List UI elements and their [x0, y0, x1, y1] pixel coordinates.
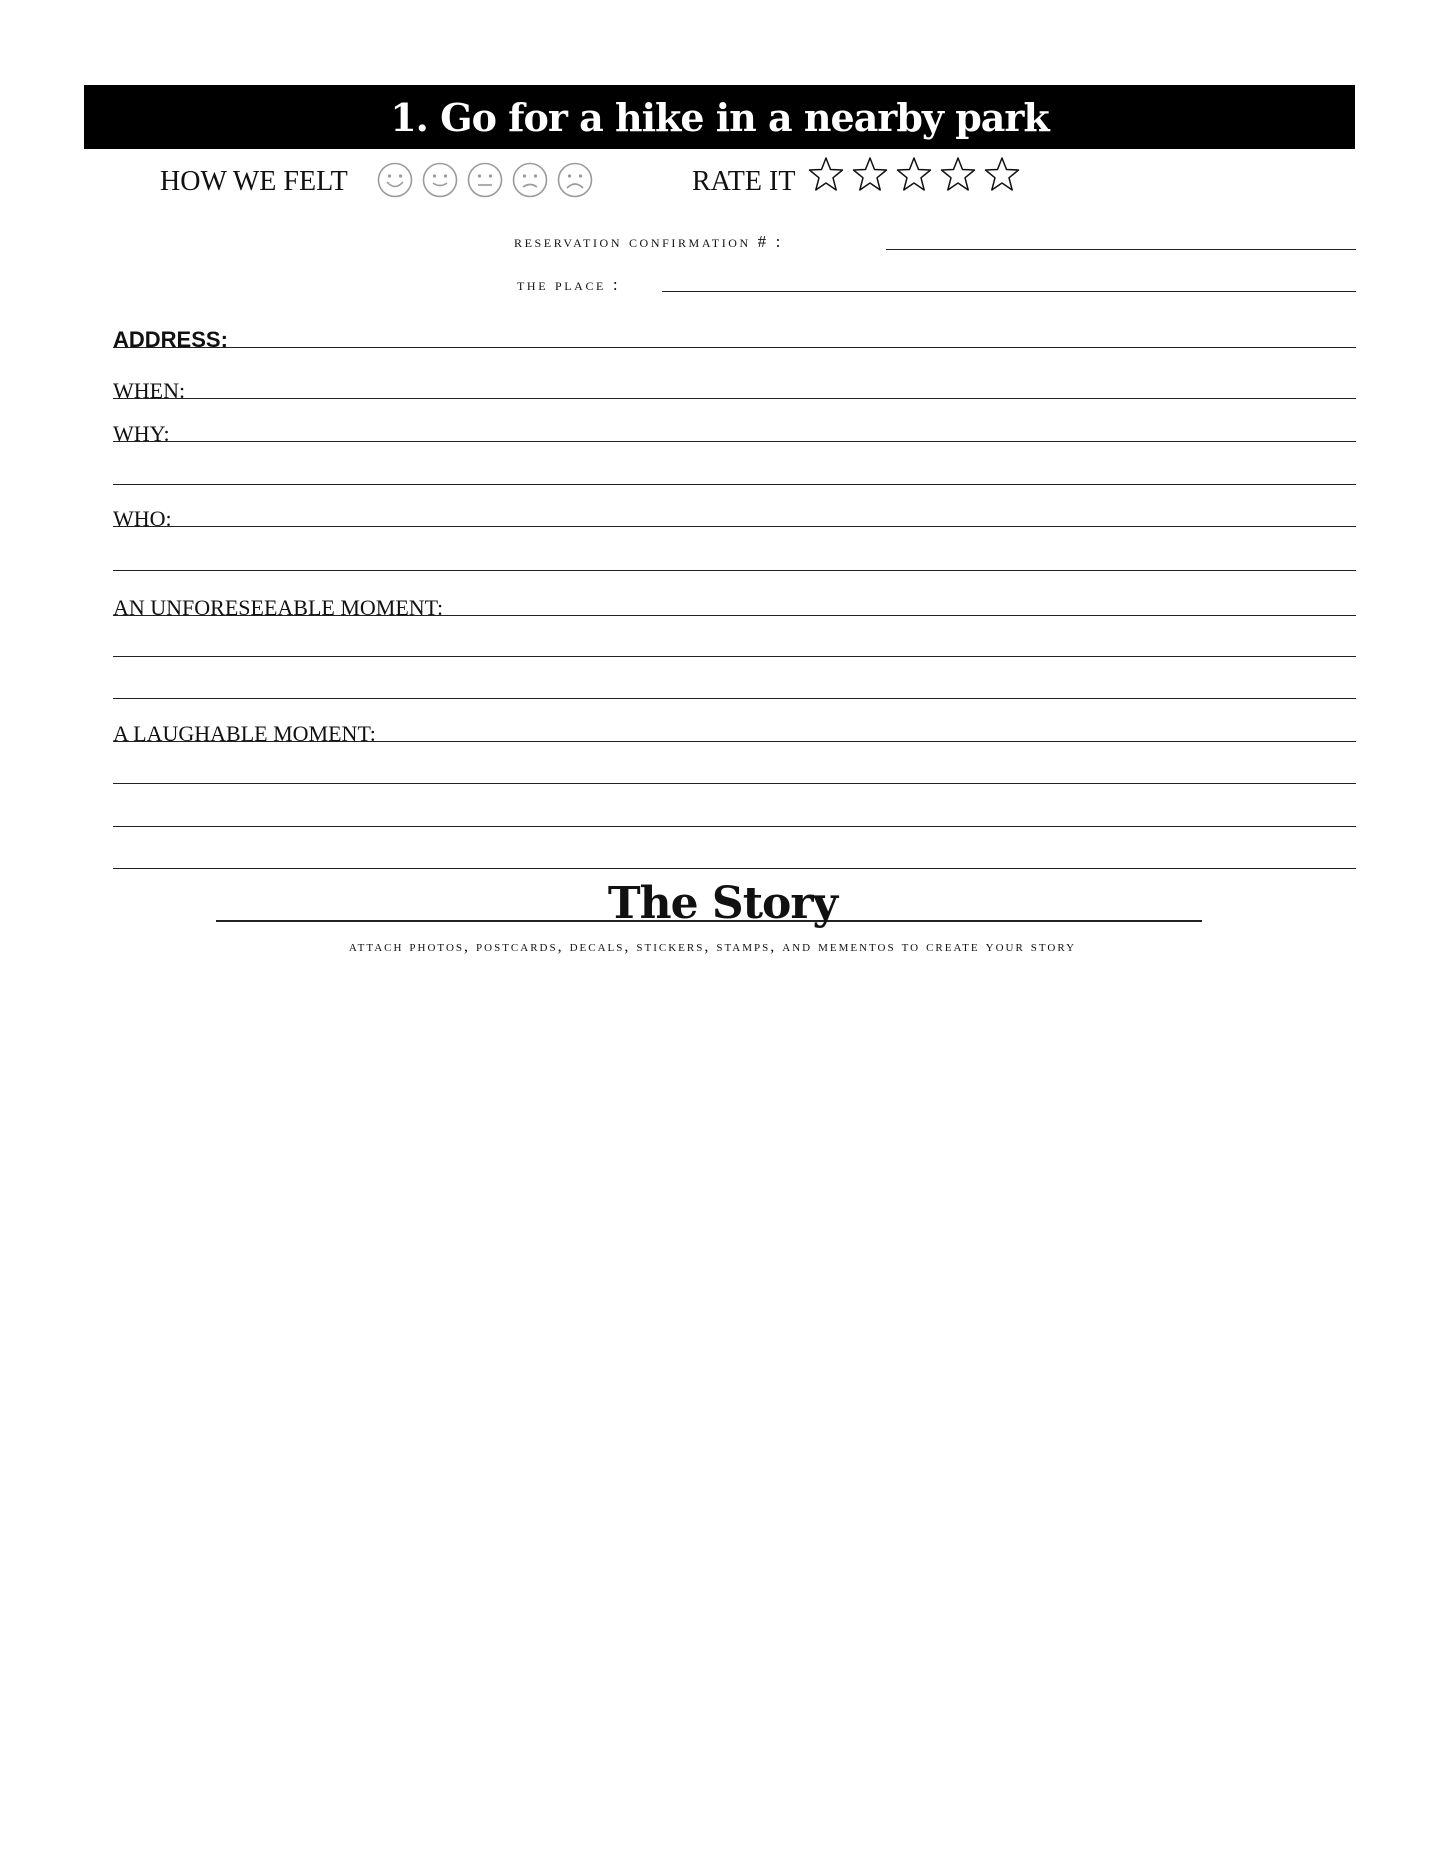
star-icon[interactable] [808, 156, 844, 194]
reservation-label: reservation confirmation # : [514, 232, 791, 252]
page-title: 1. Go for a hike in a nearby park [390, 94, 1049, 140]
very-happy-face-icon[interactable] [376, 161, 414, 199]
story-title-wrap [0, 878, 1445, 929]
story-title: The Story [607, 878, 838, 929]
unforeseeable-field-line-2[interactable] [113, 656, 1356, 657]
address-label: ADDRESS: [113, 327, 228, 352]
how-we-felt-label: HOW WE FELT [160, 166, 348, 197]
star-icon[interactable] [984, 156, 1020, 194]
title-bar [84, 85, 1355, 149]
why-field-line-2[interactable] [113, 484, 1356, 485]
place-label: the place : [517, 275, 628, 295]
laughable-moment-label: A LAUGHABLE MOMENT: [113, 721, 376, 746]
neutral-face-icon[interactable] [466, 161, 504, 199]
star-rating [808, 156, 1020, 194]
when-label: WHEN: [113, 378, 186, 403]
reservation-field[interactable] [886, 249, 1356, 250]
who-label: WHO: [113, 506, 172, 531]
laughable-field-line-4[interactable] [113, 868, 1356, 869]
sad-face-icon[interactable] [511, 161, 549, 199]
star-icon[interactable] [940, 156, 976, 194]
unforeseeable-field-line-3[interactable] [113, 698, 1356, 699]
address-field[interactable] [113, 347, 1356, 348]
unforeseeable-field[interactable] [113, 615, 1356, 616]
laughable-field[interactable] [113, 741, 1356, 742]
why-label: WHY: [113, 421, 170, 446]
who-field[interactable] [113, 526, 1356, 527]
star-icon[interactable] [852, 156, 888, 194]
laughable-field-line-3[interactable] [113, 826, 1356, 827]
when-field[interactable] [113, 398, 1356, 399]
happy-face-icon[interactable] [421, 161, 459, 199]
star-icon[interactable] [896, 156, 932, 194]
unforeseeable-moment-label: AN UNFORESEEABLE MOMENT: [113, 595, 444, 620]
rate-it-label: RATE IT [692, 166, 796, 197]
place-field[interactable] [662, 291, 1356, 292]
story-subtitle: attach photos, postcards, decals, stickers, stamps, and mementos to create your story [348, 938, 1077, 955]
laughable-field-line-2[interactable] [113, 783, 1356, 784]
very-sad-face-icon[interactable] [556, 161, 594, 199]
who-field-line-2[interactable] [113, 570, 1356, 571]
mood-selector [376, 161, 594, 199]
why-field[interactable] [113, 441, 1356, 442]
